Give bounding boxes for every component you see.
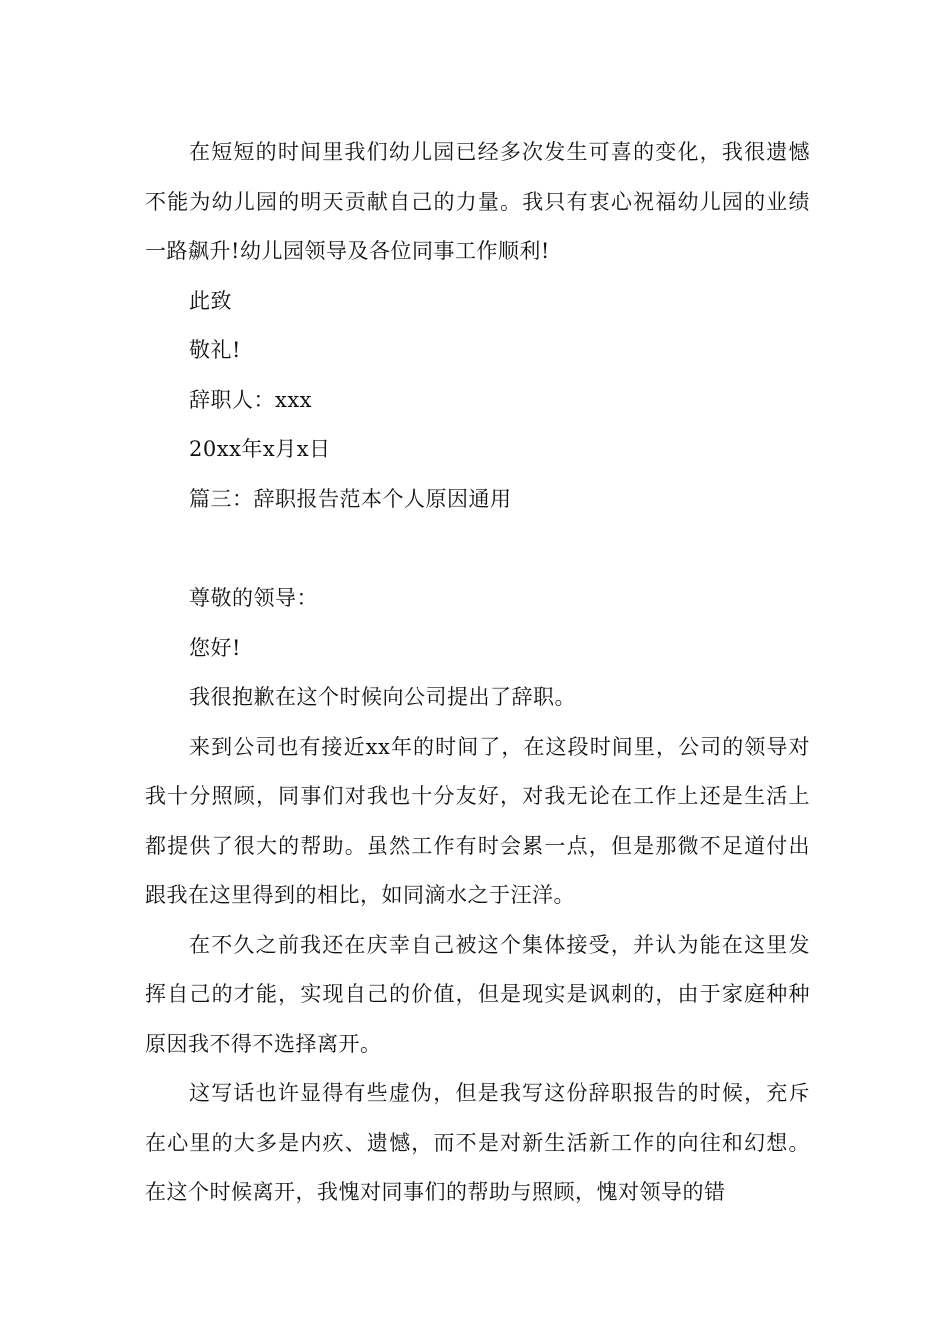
letter-paragraph-3: 在不久之前我还在庆幸自己被这个集体接受，并认为能在这里发挥自己的才能，实现自己的价值，但是现实是讽刺的，由于家庭种种原因我不得不选择离开。 <box>145 932 810 1056</box>
paragraph-kindergarten-farewell: 在短短的时间里我们幼儿园已经多次发生可喜的变化，我很遗憾不能为幼儿园的明天贡献自己的力量。我只有衷心祝福幼儿园的业绩一路飙升!幼儿园领导及各位同事工作顺利! <box>145 140 810 263</box>
letter-greeting: 尊敬的领导： <box>189 586 318 610</box>
closing-salute-jingli: 敬礼! <box>189 338 241 362</box>
letter-paragraph-4: 这写话也许显得有些虚伪，但是我写这份辞职报告的时候，充斥在心里的大多是内疚、遗憾，而不是对新生活新工作的向往和幻想。在这个时候离开，我愧对同事们的帮助与照顾，愧对领导的错 <box>145 1081 810 1204</box>
letter-paragraph-1: 我很抱歉在这个时候向公司提出了辞职。 <box>189 685 576 709</box>
document-body <box>145 128 810 1218</box>
closing-salute-cizhi: 此致 <box>189 288 232 313</box>
letter-paragraph-2: 来到公司也有接近xx年的时间了，在这段时间里，公司的领导对我十分照顾，同事们对我也十分友好，对我无论在工作上还是生活上都提供了很大的帮助。虽然工作有时会累一点，但是那微不足道付出跟我在这里得到的相比，如同滴水之于汪洋。 <box>145 734 810 907</box>
date-line: 20xx年x月x日 <box>189 437 331 461</box>
signer-line: 辞职人：xxx <box>189 387 313 412</box>
section-spacer <box>145 524 810 574</box>
section-title: 篇三：辞职报告范本个人原因通用 <box>189 486 512 511</box>
letter-hello: 您好! <box>189 635 241 660</box>
